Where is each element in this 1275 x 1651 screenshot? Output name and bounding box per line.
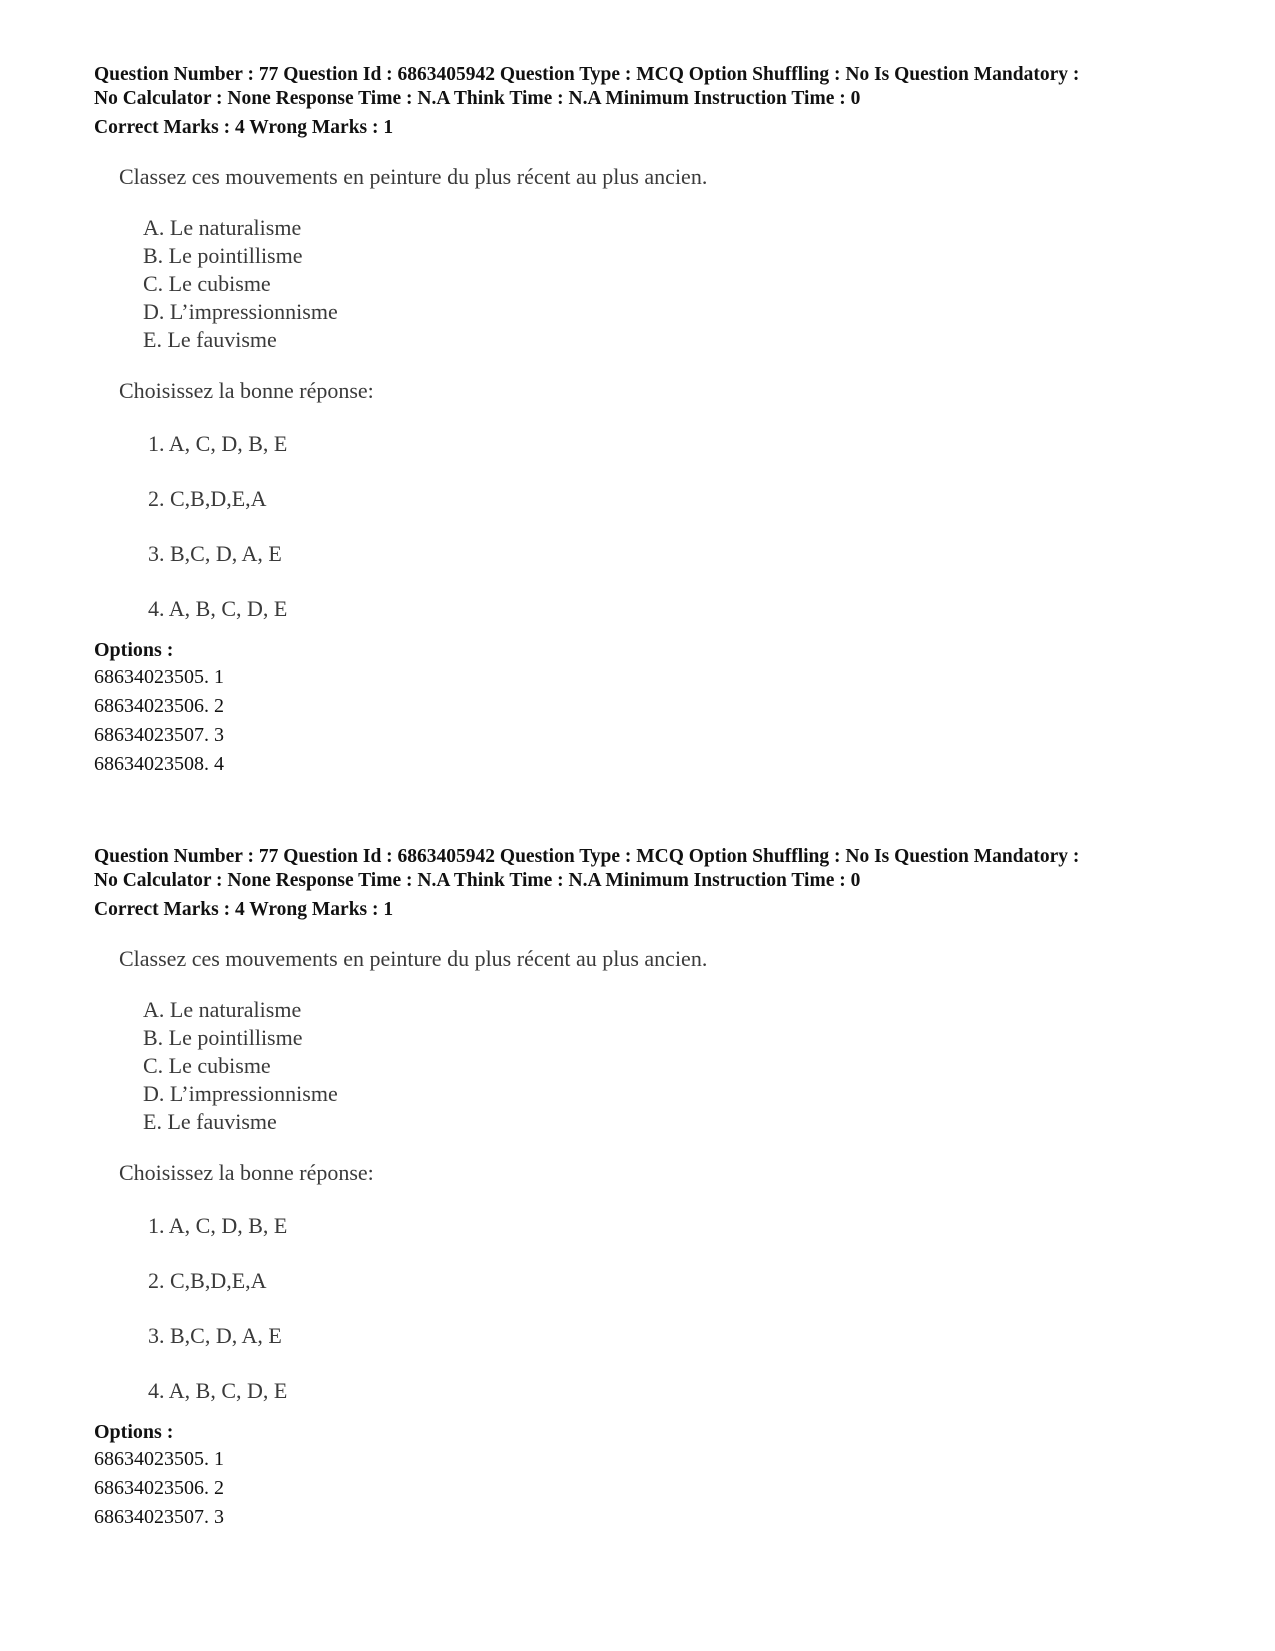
option-id-row: 68634023508. 4 xyxy=(94,753,224,775)
question-prompt: Classez ces mouvements en peinture du plus récent au plus ancien. xyxy=(119,946,708,971)
question-block-2 xyxy=(94,845,1214,1532)
question-meta-line-1: Question Number : 77 Question Id : 6863405942 Question Type : MCQ Option Shuffling : No Is Question Mandatory : xyxy=(94,64,1080,85)
question-prompt: Classez ces mouvements en peinture du plus récent au plus ancien. xyxy=(119,164,708,189)
question-content xyxy=(119,164,1214,651)
movement-item: A. Le naturalisme xyxy=(143,215,302,240)
movement-item: D. L’impressionnisme xyxy=(143,1081,338,1106)
choose-label: Choisissez la bonne réponse: xyxy=(119,1160,374,1185)
movement-item: E. Le fauvisme xyxy=(143,327,277,352)
movement-item: A. Le naturalisme xyxy=(143,997,302,1022)
option-id-row: 68634023507. 3 xyxy=(94,1506,224,1528)
answer-choice: 4. A, B, C, D, E xyxy=(148,596,288,621)
question-meta-line-2: No Calculator : None Response Time : N.A Think Time : N.A Minimum Instruction Time : 0 xyxy=(94,88,861,109)
movement-item: C. Le cubisme xyxy=(143,271,271,296)
options-title: Options : xyxy=(94,1421,174,1443)
option-id-row: 68634023505. 1 xyxy=(94,666,224,688)
option-id-row: 68634023505. 1 xyxy=(94,1448,224,1470)
answer-choices xyxy=(148,1213,1214,1433)
question-block-1 xyxy=(94,63,1214,779)
answer-choice: 2. C,B,D,E,A xyxy=(148,486,267,511)
movement-item: E. Le fauvisme xyxy=(143,1109,277,1134)
movement-item: C. Le cubisme xyxy=(143,1053,271,1078)
movement-list xyxy=(143,996,1214,1136)
movement-item: B. Le pointillisme xyxy=(143,1025,303,1050)
answer-choice: 3. B,C, D, A, E xyxy=(148,1323,282,1348)
answer-choice: 2. C,B,D,E,A xyxy=(148,1268,267,1293)
answer-choice: 4. A, B, C, D, E xyxy=(148,1378,288,1403)
option-id-row: 68634023506. 2 xyxy=(94,1477,224,1499)
question-content xyxy=(119,946,1214,1433)
options-title: Options : xyxy=(94,639,174,661)
answer-choice: 1. A, C, D, B, E xyxy=(148,431,288,456)
answer-choices xyxy=(148,431,1214,651)
option-id-row: 68634023506. 2 xyxy=(94,695,224,717)
question-marks: Correct Marks : 4 Wrong Marks : 1 xyxy=(94,899,394,920)
movement-item: B. Le pointillisme xyxy=(143,243,303,268)
question-meta-line-2: No Calculator : None Response Time : N.A Think Time : N.A Minimum Instruction Time : 0 xyxy=(94,870,861,891)
option-id-row: 68634023507. 3 xyxy=(94,724,224,746)
question-marks: Correct Marks : 4 Wrong Marks : 1 xyxy=(94,117,394,138)
answer-choice: 3. B,C, D, A, E xyxy=(148,541,282,566)
choose-label: Choisissez la bonne réponse: xyxy=(119,378,374,403)
movement-list xyxy=(143,214,1214,354)
answer-choice: 1. A, C, D, B, E xyxy=(148,1213,288,1238)
movement-item: D. L’impressionnisme xyxy=(143,299,338,324)
question-meta-line-1: Question Number : 77 Question Id : 6863405942 Question Type : MCQ Option Shuffling : No Is Question Mandatory : xyxy=(94,846,1080,867)
